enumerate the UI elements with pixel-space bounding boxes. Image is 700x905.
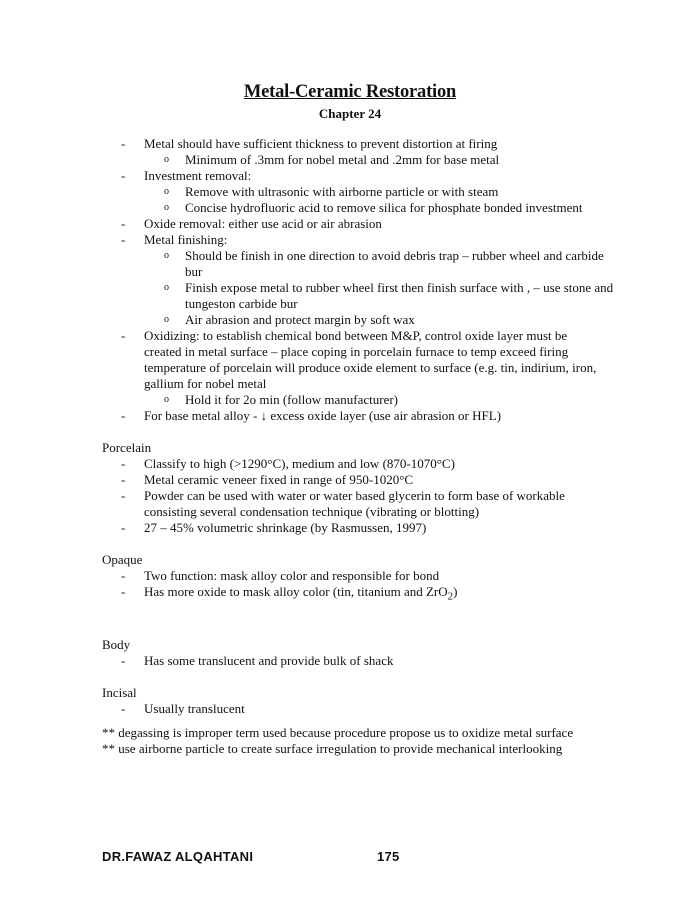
dash-marker: - — [121, 456, 126, 471]
page-number: 175 — [377, 849, 400, 864]
list-item — [0, 168, 604, 184]
bullet-text: Has more oxide to mask alloy color (tin, titanium and ZrO — [144, 584, 448, 599]
bullet-text: Minimum of .3mm for nobel metal and .2mm for base metal — [185, 152, 500, 167]
bullet-text: Usually translucent — [144, 700, 245, 716]
circle-marker: o — [164, 202, 169, 213]
list-item — [0, 328, 604, 392]
bullet-text: Air abrasion and protect margin by soft wax — [185, 312, 415, 327]
circle-marker: o — [164, 314, 169, 325]
dash-marker: - — [121, 652, 126, 668]
dash-marker: - — [121, 408, 126, 423]
circle-marker: o — [164, 282, 169, 293]
circle-marker: o — [164, 250, 169, 261]
dash-marker: - — [121, 700, 126, 716]
chapter-subtitle: Chapter 24 — [318, 106, 382, 121]
dash-marker: - — [121, 520, 126, 535]
dash-marker: - — [121, 168, 126, 183]
document-body — [0, 136, 700, 757]
section-heading-opaque: Opaque — [102, 552, 143, 567]
circle-marker: o — [164, 154, 169, 165]
sub-list-item — [0, 200, 615, 216]
bullet-text: 27 – 45% volumetric shrinkage (by Rasmussen, 1997) — [144, 520, 427, 535]
bullet-text: Concise hydrofluoric acid to remove silica for phosphate bonded investment — [185, 200, 583, 215]
list-item — [0, 701, 604, 717]
list-item — [0, 456, 604, 472]
sub-list-item — [0, 248, 615, 280]
bullet-text: Remove with ultrasonic with airborne particle or with steam — [185, 184, 499, 199]
bullet-text: Has some translucent and provide bulk of shack — [144, 652, 394, 668]
section-heading-incisal: Incisal — [102, 684, 137, 700]
dash-marker: - — [121, 216, 126, 231]
list-item — [0, 408, 604, 424]
section-heading-body: Body — [102, 636, 131, 652]
dash-marker: - — [121, 136, 126, 151]
bullet-text: Should be finish in one direction to avoid debris trap – rubber wheel and carbide bur — [185, 248, 604, 279]
bullet-text: Metal finishing: — [144, 232, 228, 247]
section-heading-porcelain: Porcelain — [102, 440, 152, 455]
bullet-text: For base metal alloy - ↓ excess oxide layer (use air abrasion or HFL) — [144, 408, 502, 423]
bullet-text: Metal should have sufficient thickness to prevent distortion at firing — [144, 136, 498, 151]
sub-list-item — [0, 392, 615, 408]
bullet-text: Metal ceramic veneer fixed in range of 950-1020°C — [144, 472, 414, 487]
footnote: ** use airborne particle to create surface irregulation to provide mechanical interlooking — [102, 740, 563, 756]
dash-marker: - — [121, 472, 126, 487]
bullet-text: Finish expose metal to rubber wheel first then finish surface with , – use stone and tungeston carbide bur — [185, 280, 614, 311]
circle-marker: o — [164, 394, 169, 405]
dash-marker: - — [121, 328, 126, 343]
bullet-text: Hold it for 2o min (follow manufacturer) — [185, 392, 398, 407]
sub-list-item — [0, 152, 615, 168]
dash-marker: - — [121, 568, 126, 583]
dash-marker: - — [121, 584, 126, 599]
footer-author: DR.FAWAZ ALQAHTANI — [102, 849, 254, 864]
list-item — [0, 584, 604, 605]
bullet-text: Oxidizing: to establish chemical bond between M&P, control oxide layer must be created in metal surface – place coping in porcelain furnace to temp exceed firing temperature of porcelain will produce oxide element to surface (e.g. tin, indirium, iron, gallium for nobel metal — [144, 328, 597, 391]
list-item — [0, 232, 604, 248]
dash-marker: - — [121, 488, 126, 503]
dash-marker: - — [121, 232, 126, 247]
sub-list-item — [0, 280, 615, 312]
list-item — [0, 136, 604, 152]
list-item — [0, 488, 604, 520]
sub-list-item — [0, 184, 615, 200]
list-item — [0, 520, 604, 536]
bullet-text-suffix: ) — [453, 584, 458, 599]
page-title: Metal-Ceramic Restoration — [243, 82, 457, 102]
circle-marker: o — [164, 186, 169, 197]
bullet-text: Two function: mask alloy color and responsible for bond — [144, 568, 440, 583]
subscript-text: 2 — [447, 590, 454, 603]
bullet-text: Classify to high (>1290°C), medium and low (870-1070°C) — [144, 456, 455, 471]
list-item — [0, 568, 604, 584]
bullet-text: Oxide removal: either use acid or air abrasion — [144, 216, 382, 231]
sub-list-item — [0, 312, 615, 328]
list-item — [0, 472, 604, 488]
bullet-text: Investment removal: — [144, 168, 252, 183]
list-item — [0, 653, 604, 669]
footnote: ** degassing is improper term used because procedure propose us to oxidize metal surface — [102, 724, 574, 740]
list-item — [0, 216, 604, 232]
bullet-text: Powder can be used with water or water based glycerin to form base of workable consisting several condensation technique (vibrating or blotting) — [144, 488, 565, 519]
